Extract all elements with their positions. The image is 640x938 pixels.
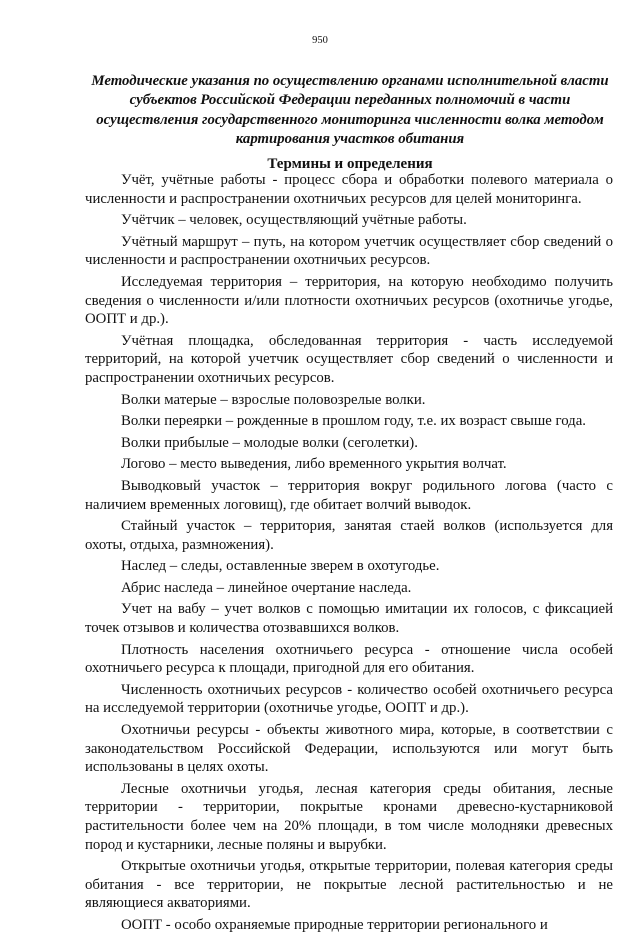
definition-paragraph: Плотность населения охотничьего ресурса - отношение числа особей охотничьего ресурса к площади, пригодной для его обитания.	[85, 641, 613, 677]
definition-paragraph: Учёт, учётные работы - процесс сбора и обработки полевого материала о численности и распространении охотничьих ресурсов для целей мониторинга.	[85, 172, 613, 207]
definition-paragraph: Наслед – следы, оставленные зверем в охотугодье.	[121, 558, 440, 575]
definition-paragraph: Учётный маршрут – путь, на котором учетчик осуществляет сбор сведений о численности и распространении охотничьих ресурсов.	[85, 233, 613, 269]
definition-paragraph: Учётная площадка, обследованная территория - часть исследуемой территорий, на которой учетчик осуществляет сбор сведений о численности и распространении охотничьих ресурсов.	[85, 332, 613, 386]
definition-paragraph: Охотничьи ресурсы - объекты животного мира, которые, в соответствии с законодательством Российской Федерации, используются или могут быть использованы в целях охоты.	[85, 722, 613, 776]
definition-paragraph: Выводковый участок – территория вокруг родильного логова (часто с наличием временных логовищ), где обитает волчий выводок.	[85, 477, 613, 513]
page-number: 950	[312, 35, 328, 46]
document-title: Методические указания по осуществлению органами исполнительной власти субъектов Российской Федерации переданных полномочий в части осуществления государственного мониторинга численности волка методом картирования участков обитания	[91, 73, 609, 147]
definition-paragraph: ООПТ - особо охраняемые природные территории регионального и	[121, 916, 548, 933]
definitions-body	[85, 171, 613, 938]
definition-paragraph: Волки матерые – взрослые половозрелые волки.	[121, 391, 426, 408]
definition-paragraph: Стайный участок – территория, занятая стаей волков (используется для охоты, отдыха, размножения).	[85, 518, 613, 553]
definition-paragraph: Учет на вабу – учет волков с помощью имитации их голосов, с фиксацией точек отзывов и количества отозвавшихся волков.	[85, 601, 613, 637]
definition-paragraph: Абрис наследа – линейное очертание наследа.	[121, 579, 412, 596]
definition-paragraph: Исследуемая территория – территория, на которую необходимо получить сведения о численности и/или плотности охотничьих ресурсов (охотничье угодье, ООПТ и др.).	[85, 273, 613, 328]
definition-paragraph: Численность охотничьих ресурсов - количество особей охотничьего ресурса на исследуемой территории (охотничье угодье, ООПТ и др.).	[85, 681, 613, 717]
section-title: Термины и определения	[267, 156, 433, 172]
definition-paragraph: Волки прибылые – молодые волки (сеголетки).	[121, 434, 418, 451]
definition-paragraph: Учётчик – человек, осуществляющий учётные работы.	[121, 212, 467, 229]
definition-paragraph: Открытые охотничьи угодья, открытые территории, полевая категория среды обитания - все территории, не покрытые лесной растительностью и не являющиеся акваториями.	[85, 858, 613, 912]
definition-paragraph: Волки переярки – рожденные в прошлом году, т.е. их возраст свыше года.	[121, 413, 586, 430]
definition-paragraph: Логово – место выведения, либо временного укрытия волчат.	[121, 456, 507, 473]
definition-paragraph: Лесные охотничьи угодья, лесная категория среды обитания, лесные территории - территории, покрытые кронами древесно-кустарниковой растительности более чем на 20% площади, в том числе молодняки древесных пород и кустарники, лесные поляны и вырубки.	[85, 780, 613, 853]
